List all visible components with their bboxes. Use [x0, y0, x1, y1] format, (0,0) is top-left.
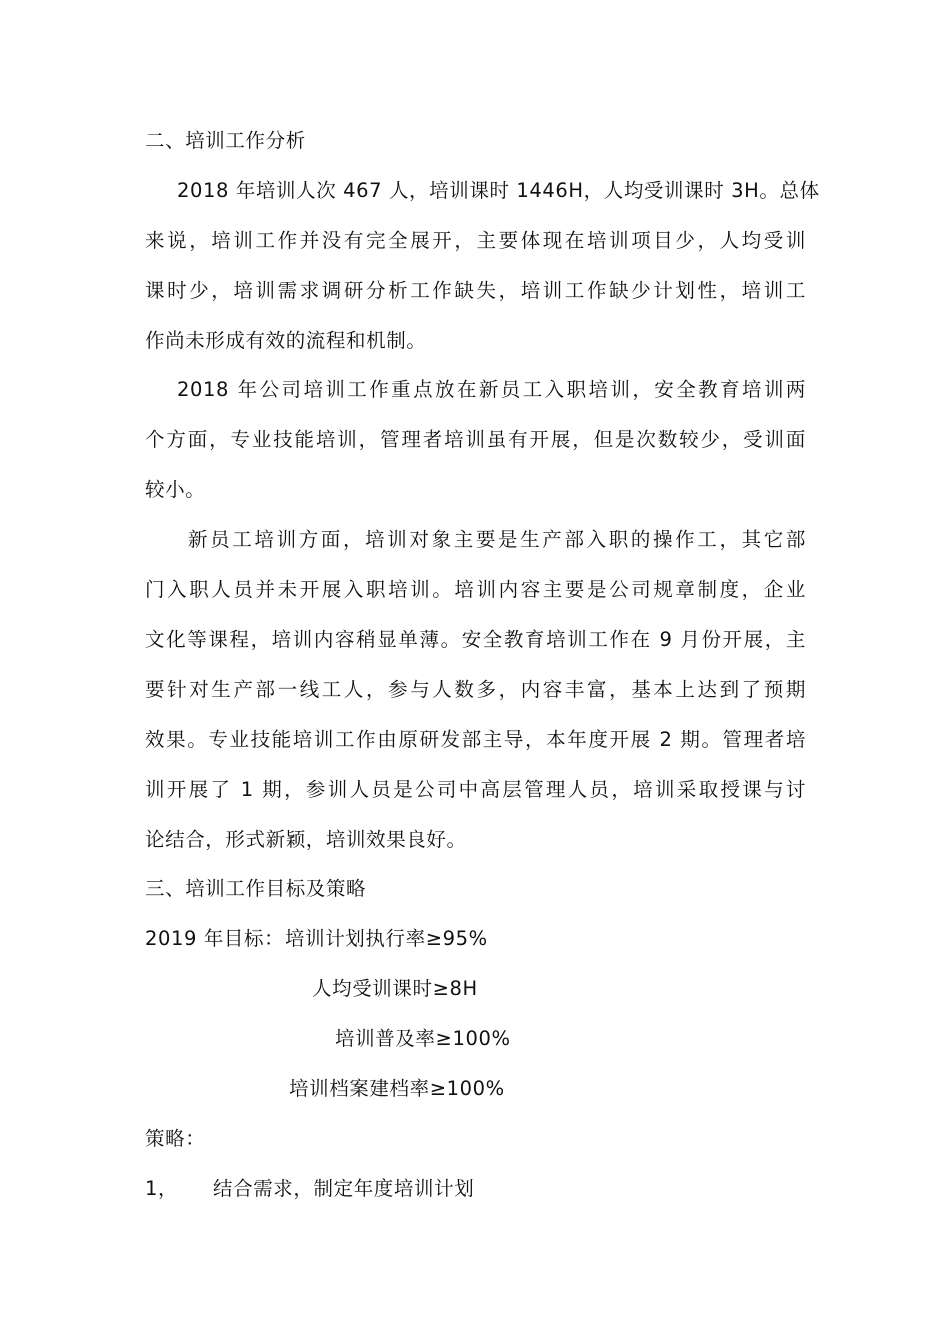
paragraph-2-line-1: 2018 年公司培训工作重点放在新员工入职培训，安全教育培训两 — [177, 378, 806, 401]
paragraph-1-line-3: 课时少，培训需求调研分析工作缺失，培训工作缺少计划性，培训工 — [145, 279, 806, 302]
paragraph-1-line-1: 2018 年培训人次 467 人，培训课时 1446H，人均受训课时 3H。总体 — [177, 179, 820, 202]
paragraph-2-line-3: 较小。 — [145, 478, 206, 501]
goal-item: 培训档案建档率≥100% — [289, 1077, 505, 1100]
strategy-text: 结合需求，制定年度培训计划 — [213, 1177, 475, 1200]
strategy-number: 1， — [145, 1177, 179, 1200]
section-2-heading: 二、培训工作分析 — [145, 129, 306, 152]
paragraph-3-line-3: 文化等课程，培训内容稍显单薄。安全教育培训工作在 9 月份开展，主 — [145, 628, 806, 651]
goal-item: 培训计划执行率≥95% — [285, 927, 488, 950]
goals-label: 2019 年目标： — [145, 927, 285, 950]
paragraph-1-line-2: 来说，培训工作并没有完全展开，主要体现在培训项目少，人均受训 — [145, 229, 806, 252]
goal-item: 培训普及率≥100% — [335, 1027, 511, 1050]
paragraph-1-line-4: 作尚未形成有效的流程和机制。 — [145, 329, 427, 352]
paragraph-2-line-2: 个方面，专业技能培训，管理者培训虽有开展，但是次数较少，受训面 — [145, 428, 806, 451]
section-3-heading: 三、培训工作目标及策略 — [145, 877, 367, 900]
goal-item: 人均受训课时≥8H — [312, 977, 478, 1000]
paragraph-3-line-6: 训开展了 1 期，参训人员是公司中高层管理人员，培训采取授课与讨 — [145, 778, 806, 801]
paragraph-3-line-4: 要针对生产部一线工人，参与人数多，内容丰富，基本上达到了预期 — [145, 678, 806, 701]
strategy-label: 策略： — [145, 1127, 206, 1150]
paragraph-3-line-7: 论结合，形式新颖，培训效果良好。 — [145, 828, 467, 851]
paragraph-3-line-1: 新员工培训方面，培训对象主要是生产部入职的操作工，其它部 — [188, 528, 806, 551]
paragraph-3-line-2: 门入职人员并未开展入职培训。培训内容主要是公司规章制度，企业 — [145, 578, 806, 601]
paragraph-3-line-5: 效果。专业技能培训工作由原研发部主导，本年度开展 2 期。管理者培 — [145, 728, 806, 751]
